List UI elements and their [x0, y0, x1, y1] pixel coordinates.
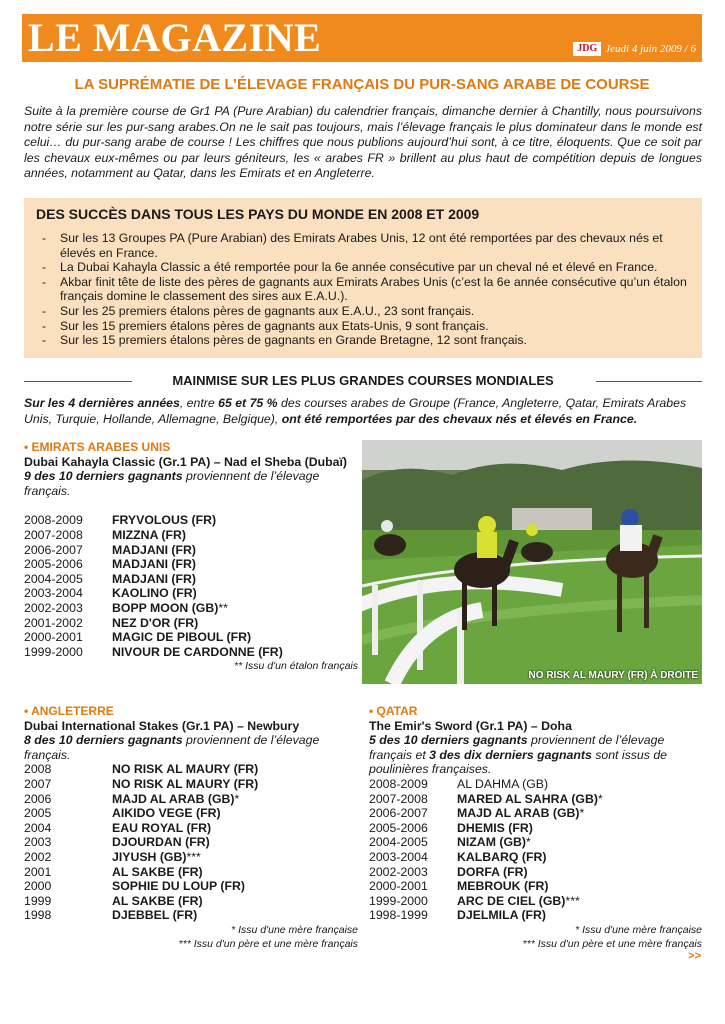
uk-race: Dubai International Stakes (Gr.1 PA) – Newbury	[24, 718, 300, 733]
winner-horse	[457, 792, 603, 807]
winner-horse	[112, 557, 196, 572]
success-box	[24, 198, 702, 358]
winner-year: 2006-2007	[24, 542, 83, 557]
winner-year: 1999-2000	[24, 644, 83, 659]
winner-horse-name: DJEBBEL (FR)	[112, 908, 198, 923]
winner-year: 2002	[24, 849, 52, 864]
winner-row	[24, 850, 358, 865]
jdg-logo: JDG	[573, 42, 601, 56]
winner-horse-name: BOPP MOON (GB)	[112, 600, 219, 615]
winner-row	[369, 850, 702, 865]
winner-horse	[112, 630, 251, 645]
qatar-intro-text-2: sont issus de poulinières françaises.	[369, 747, 667, 777]
winner-row	[369, 894, 702, 909]
winner-footnote-mark: *	[234, 791, 240, 806]
winner-horse-name: MAGIC DE PIBOUL (FR)	[112, 630, 252, 645]
lead-bold-2: 65 et 75 %	[218, 396, 278, 410]
qatar-intro-bold-2: 3 des dix derniers gagnants	[429, 747, 592, 762]
winner-row	[369, 821, 702, 836]
winner-year: 2002-2003	[24, 600, 83, 615]
qatar-intro	[369, 733, 702, 777]
winner-horse	[112, 908, 197, 923]
winner-row	[24, 792, 358, 807]
uae-note: ** Issu d'un étalon français	[234, 660, 358, 673]
uk-note-1: * Issu d'une mère française	[231, 923, 358, 936]
uae-intro-bold: 9 des 10 derniers gagnants	[24, 469, 183, 484]
success-item: - La Dubai Kahayla Classic a été remportée pour la 6e année consécutive par un cheval né et élevé en France.	[34, 260, 692, 275]
winner-year: 2003-2004	[24, 586, 83, 601]
winner-horse-name: MADJANI (FR)	[112, 571, 197, 586]
winner-year: 2005	[24, 806, 52, 821]
uk-label: • ANGLETERRE	[24, 704, 114, 718]
winner-year: 2001	[24, 864, 52, 879]
winner-row	[24, 777, 358, 792]
winner-horse	[112, 513, 216, 528]
winner-horse	[112, 528, 186, 543]
qatar-intro-text-1: proviennent de l’élevage français et	[369, 733, 665, 762]
lead-text-2: des courses arabes de Groupe (France, Angleterre, Qatar, Emirats Arabes Unis, Turquie, Hollande, Allemagne, Belgique),	[24, 396, 687, 426]
winner-horse-name: AL SAKBE (FR)	[112, 864, 203, 879]
winner-footnote-mark: *	[597, 791, 603, 806]
winner-horse-name: AL DAHMA (GB)	[457, 776, 549, 791]
uae-intro	[24, 469, 358, 498]
winner-year: 2004-2005	[369, 835, 428, 850]
uk-note-2: *** Issu d'un père et une mère français	[178, 937, 358, 950]
article-headline: LA SUPRÉMATIE DE L’ÉLEVAGE FRANÇAIS DU PUR-SANG ARABE DE COURSE	[74, 76, 650, 93]
winner-year: 2000-2001	[24, 630, 83, 645]
winner-horse-name: JIYUSH (GB)	[112, 849, 187, 864]
winner-horse-name: MIZZNA (FR)	[112, 527, 186, 542]
winner-horse	[457, 894, 580, 909]
lead-paragraph	[24, 396, 702, 427]
winner-row	[24, 601, 358, 616]
lead-bold-3: ont été remportées par des chevaux nés et élevés en France.	[281, 411, 638, 426]
winner-row	[24, 894, 358, 909]
winner-row	[24, 645, 358, 660]
section-heading	[24, 373, 702, 391]
winner-horse	[112, 792, 239, 807]
uae-winners-list	[24, 513, 358, 659]
winner-horse-name: NIZAM (GB)	[457, 835, 526, 850]
qatar-note-2: *** Issu d'un père et une mère français	[522, 937, 702, 950]
winner-footnote-mark: ***	[565, 893, 580, 908]
winner-year: 2006-2007	[369, 806, 428, 821]
winner-year: 2004	[24, 820, 52, 835]
success-list	[34, 231, 692, 348]
dateline-text: Jeudi 4 juin 2009 / 6	[605, 43, 696, 55]
winner-row	[24, 557, 358, 572]
winner-horse	[457, 777, 548, 792]
winner-year: 2004-2005	[24, 571, 83, 586]
winner-horse	[112, 762, 258, 777]
uk-section	[24, 704, 358, 951]
winner-horse	[112, 865, 203, 880]
winner-horse	[112, 894, 203, 909]
race-photo-illustration	[362, 440, 702, 684]
winner-year: 2005-2006	[369, 820, 428, 835]
winner-year: 2008-2009	[369, 776, 428, 791]
winner-footnote-mark: *	[525, 835, 531, 850]
uk-winners-list	[24, 762, 358, 923]
winner-footnote-mark: ***	[186, 849, 201, 864]
dateline	[573, 42, 696, 56]
winner-year: 2008-2009	[24, 513, 83, 528]
winner-row	[369, 806, 702, 821]
success-box-title: DES SUCCÈS DANS TOUS LES PAYS DU MONDE EN 2008 ET 2009	[36, 206, 480, 222]
winner-horse	[112, 616, 198, 631]
winner-horse	[112, 835, 210, 850]
uae-section	[24, 440, 358, 673]
winner-row	[24, 821, 358, 836]
winner-horse	[457, 879, 549, 894]
winner-horse-name: NEZ D'OR (FR)	[112, 615, 199, 630]
winner-horse-name: DORFA (FR)	[457, 864, 528, 879]
qatar-winners-list	[369, 777, 702, 923]
magazine-banner	[22, 14, 702, 62]
qatar-race: The Emir's Sword (Gr.1 PA) – Doha	[369, 718, 572, 733]
winner-year: 2008	[24, 762, 52, 777]
article-intro: Suite à la première course de Gr1 PA (Pure Arabian) du calendrier français, dimanche dernier à Chantilly, nous poursuivons notre série sur les pur-sang arabes.On ne le sait pas toujours, mais l’élevage français le plus dominateur dans le monde est celui… du pur-sang arabe de course ! Les chiffres que nous publions aujourd’hui sont, à ce titre, éloquents. Que ce soit par les chevaux eux-mêmes ou par leurs géniteurs, les « arabes FR » brillent au plus haut de compétition depuis de longues années, notamment au Qatar, dans les Emirats et en Angleterre.	[24, 104, 702, 180]
winner-horse-name: AL SAKBE (FR)	[112, 893, 203, 908]
uk-intro-rest: proviennent de l’élevage français.	[24, 733, 320, 762]
winner-year: 2005-2006	[24, 557, 83, 572]
winner-horse-name: NO RISK AL MAURY (FR)	[112, 762, 259, 777]
winner-horse	[112, 601, 228, 616]
photo-caption: NO RISK AL MAURY (FR) À DROITE	[528, 670, 698, 681]
winner-horse	[112, 850, 201, 865]
qatar-note-1: * Issu d'une mère française	[575, 923, 702, 936]
winner-horse-name: SOPHIE DU LOUP (FR)	[112, 879, 245, 894]
winner-row	[24, 865, 358, 880]
winner-row	[24, 513, 358, 528]
success-item: - Sur les 13 Groupes PA (Pure Arabian) des Emirats Arabes Unis, 12 ont été remportées par des chevaux nés et élevés en France.	[34, 231, 692, 260]
winner-horse-name: AIKIDO VEGE (FR)	[112, 806, 221, 821]
winner-horse-name: DHEMIS (FR)	[457, 820, 533, 835]
winner-row	[24, 630, 358, 645]
divider-right	[596, 381, 702, 382]
winner-horse-name: KAOLINO (FR)	[112, 586, 197, 601]
winner-year: 2000-2001	[369, 879, 428, 894]
winner-horse	[457, 908, 546, 923]
winner-year: 2007	[24, 776, 52, 791]
winner-horse	[112, 879, 245, 894]
winner-horse-name: ARC DE CIEL (GB)	[457, 893, 566, 908]
lead-text-1: , entre	[179, 396, 219, 410]
uae-intro-rest: proviennent de l’élevage français.	[24, 469, 320, 498]
winner-horse-name: MAJD AL ARAB (GB)	[112, 791, 235, 806]
uk-intro-bold: 8 des 10 derniers gagnants	[24, 733, 183, 748]
winner-row	[24, 762, 358, 777]
qatar-section	[369, 704, 702, 951]
winner-horse-name: EAU ROYAL (FR)	[112, 820, 212, 835]
section-heading-text: MAINMISE SUR LES PLUS GRANDES COURSES MONDIALES	[172, 373, 554, 388]
winner-horse-name: FRYVOLOUS (FR)	[112, 513, 217, 528]
winner-horse	[112, 543, 196, 558]
winner-row	[369, 835, 702, 850]
winner-year: 1998	[24, 908, 52, 923]
winner-footnote-mark: **	[218, 600, 228, 615]
winner-year: 2001-2002	[24, 615, 83, 630]
winner-row	[24, 616, 358, 631]
winner-year: 2003-2004	[369, 849, 428, 864]
uae-race: Dubai Kahayla Classic (Gr.1 PA) – Nad el Sheba (Dubaï)	[24, 454, 348, 469]
winner-footnote-mark: *	[579, 806, 585, 821]
winner-horse	[457, 821, 533, 836]
winner-row	[24, 543, 358, 558]
winner-horse-name: DJOURDAN (FR)	[112, 835, 210, 850]
winner-horse-name: NIVOUR DE CARDONNE (FR)	[112, 644, 283, 659]
qatar-label: • QATAR	[369, 704, 418, 718]
magazine-title: LE MAGAZINE	[28, 15, 322, 60]
winner-horse-name: MADJANI (FR)	[112, 542, 197, 557]
winner-year: 2007-2008	[24, 527, 83, 542]
winner-horse	[112, 777, 258, 792]
winner-horse-name: KALBARQ (FR)	[457, 849, 547, 864]
winner-horse-name: DJELMILA (FR)	[457, 908, 547, 923]
race-photo	[362, 440, 702, 684]
winner-row	[24, 528, 358, 543]
continue-arrow[interactable]: >>	[688, 950, 701, 962]
winner-horse	[457, 865, 528, 880]
winner-horse	[112, 645, 283, 660]
winner-horse	[112, 806, 221, 821]
winner-row	[369, 792, 702, 807]
winner-row	[24, 908, 358, 923]
winner-row	[24, 586, 358, 601]
winner-year: 2000	[24, 879, 52, 894]
winner-year: 2006	[24, 791, 52, 806]
winner-horse	[112, 586, 197, 601]
winner-row	[369, 865, 702, 880]
winner-horse	[457, 835, 531, 850]
uae-label: • EMIRATS ARABES UNIS	[24, 440, 171, 454]
success-item: - Akbar finit tête de liste des pères de gagnants aux Emirats Arabes Unis (c’est la 6e année consécutive qu’un étalon français domine le classement des sires aux E.A.U.).	[34, 275, 692, 304]
winner-horse	[457, 850, 546, 865]
winner-row	[24, 879, 358, 894]
winner-year: 2007-2008	[369, 791, 428, 806]
winner-row	[369, 777, 702, 792]
winner-horse-name: MAJD AL ARAB (GB)	[457, 806, 580, 821]
winner-horse-name: MARED AL SAHRA (GB)	[457, 791, 598, 806]
winner-row	[369, 908, 702, 923]
winner-horse	[112, 821, 211, 836]
lead-bold-1: Sur les 4 dernières années	[24, 396, 180, 410]
winner-year: 2002-2003	[369, 864, 428, 879]
winner-row	[369, 879, 702, 894]
winner-year: 1998-1999	[369, 908, 428, 923]
winner-horse	[457, 806, 584, 821]
winner-year: 1999	[24, 893, 52, 908]
winner-horse-name: MEBROUK (FR)	[457, 879, 549, 894]
winner-row	[24, 572, 358, 587]
winner-row	[24, 835, 358, 850]
winner-row	[24, 806, 358, 821]
winner-year: 2003	[24, 835, 52, 850]
winner-year: 1999-2000	[369, 893, 428, 908]
uk-intro	[24, 733, 358, 762]
winner-horse-name: MADJANI (FR)	[112, 557, 197, 572]
success-item: - Sur les 15 premiers étalons pères de gagnants aux Etats-Unis, 9 sont français.	[34, 319, 692, 334]
success-item: - Sur les 15 premiers étalons pères de gagnants en Grande Bretagne, 12 sont français.	[34, 333, 692, 348]
qatar-intro-bold-1: 5 des 10 derniers gagnants	[369, 733, 528, 748]
winner-horse-name: NO RISK AL MAURY (FR)	[112, 776, 259, 791]
success-item: - Sur les 25 premiers étalons pères de gagnants aux E.A.U., 23 sont français.	[34, 304, 692, 319]
winner-horse	[112, 572, 196, 587]
